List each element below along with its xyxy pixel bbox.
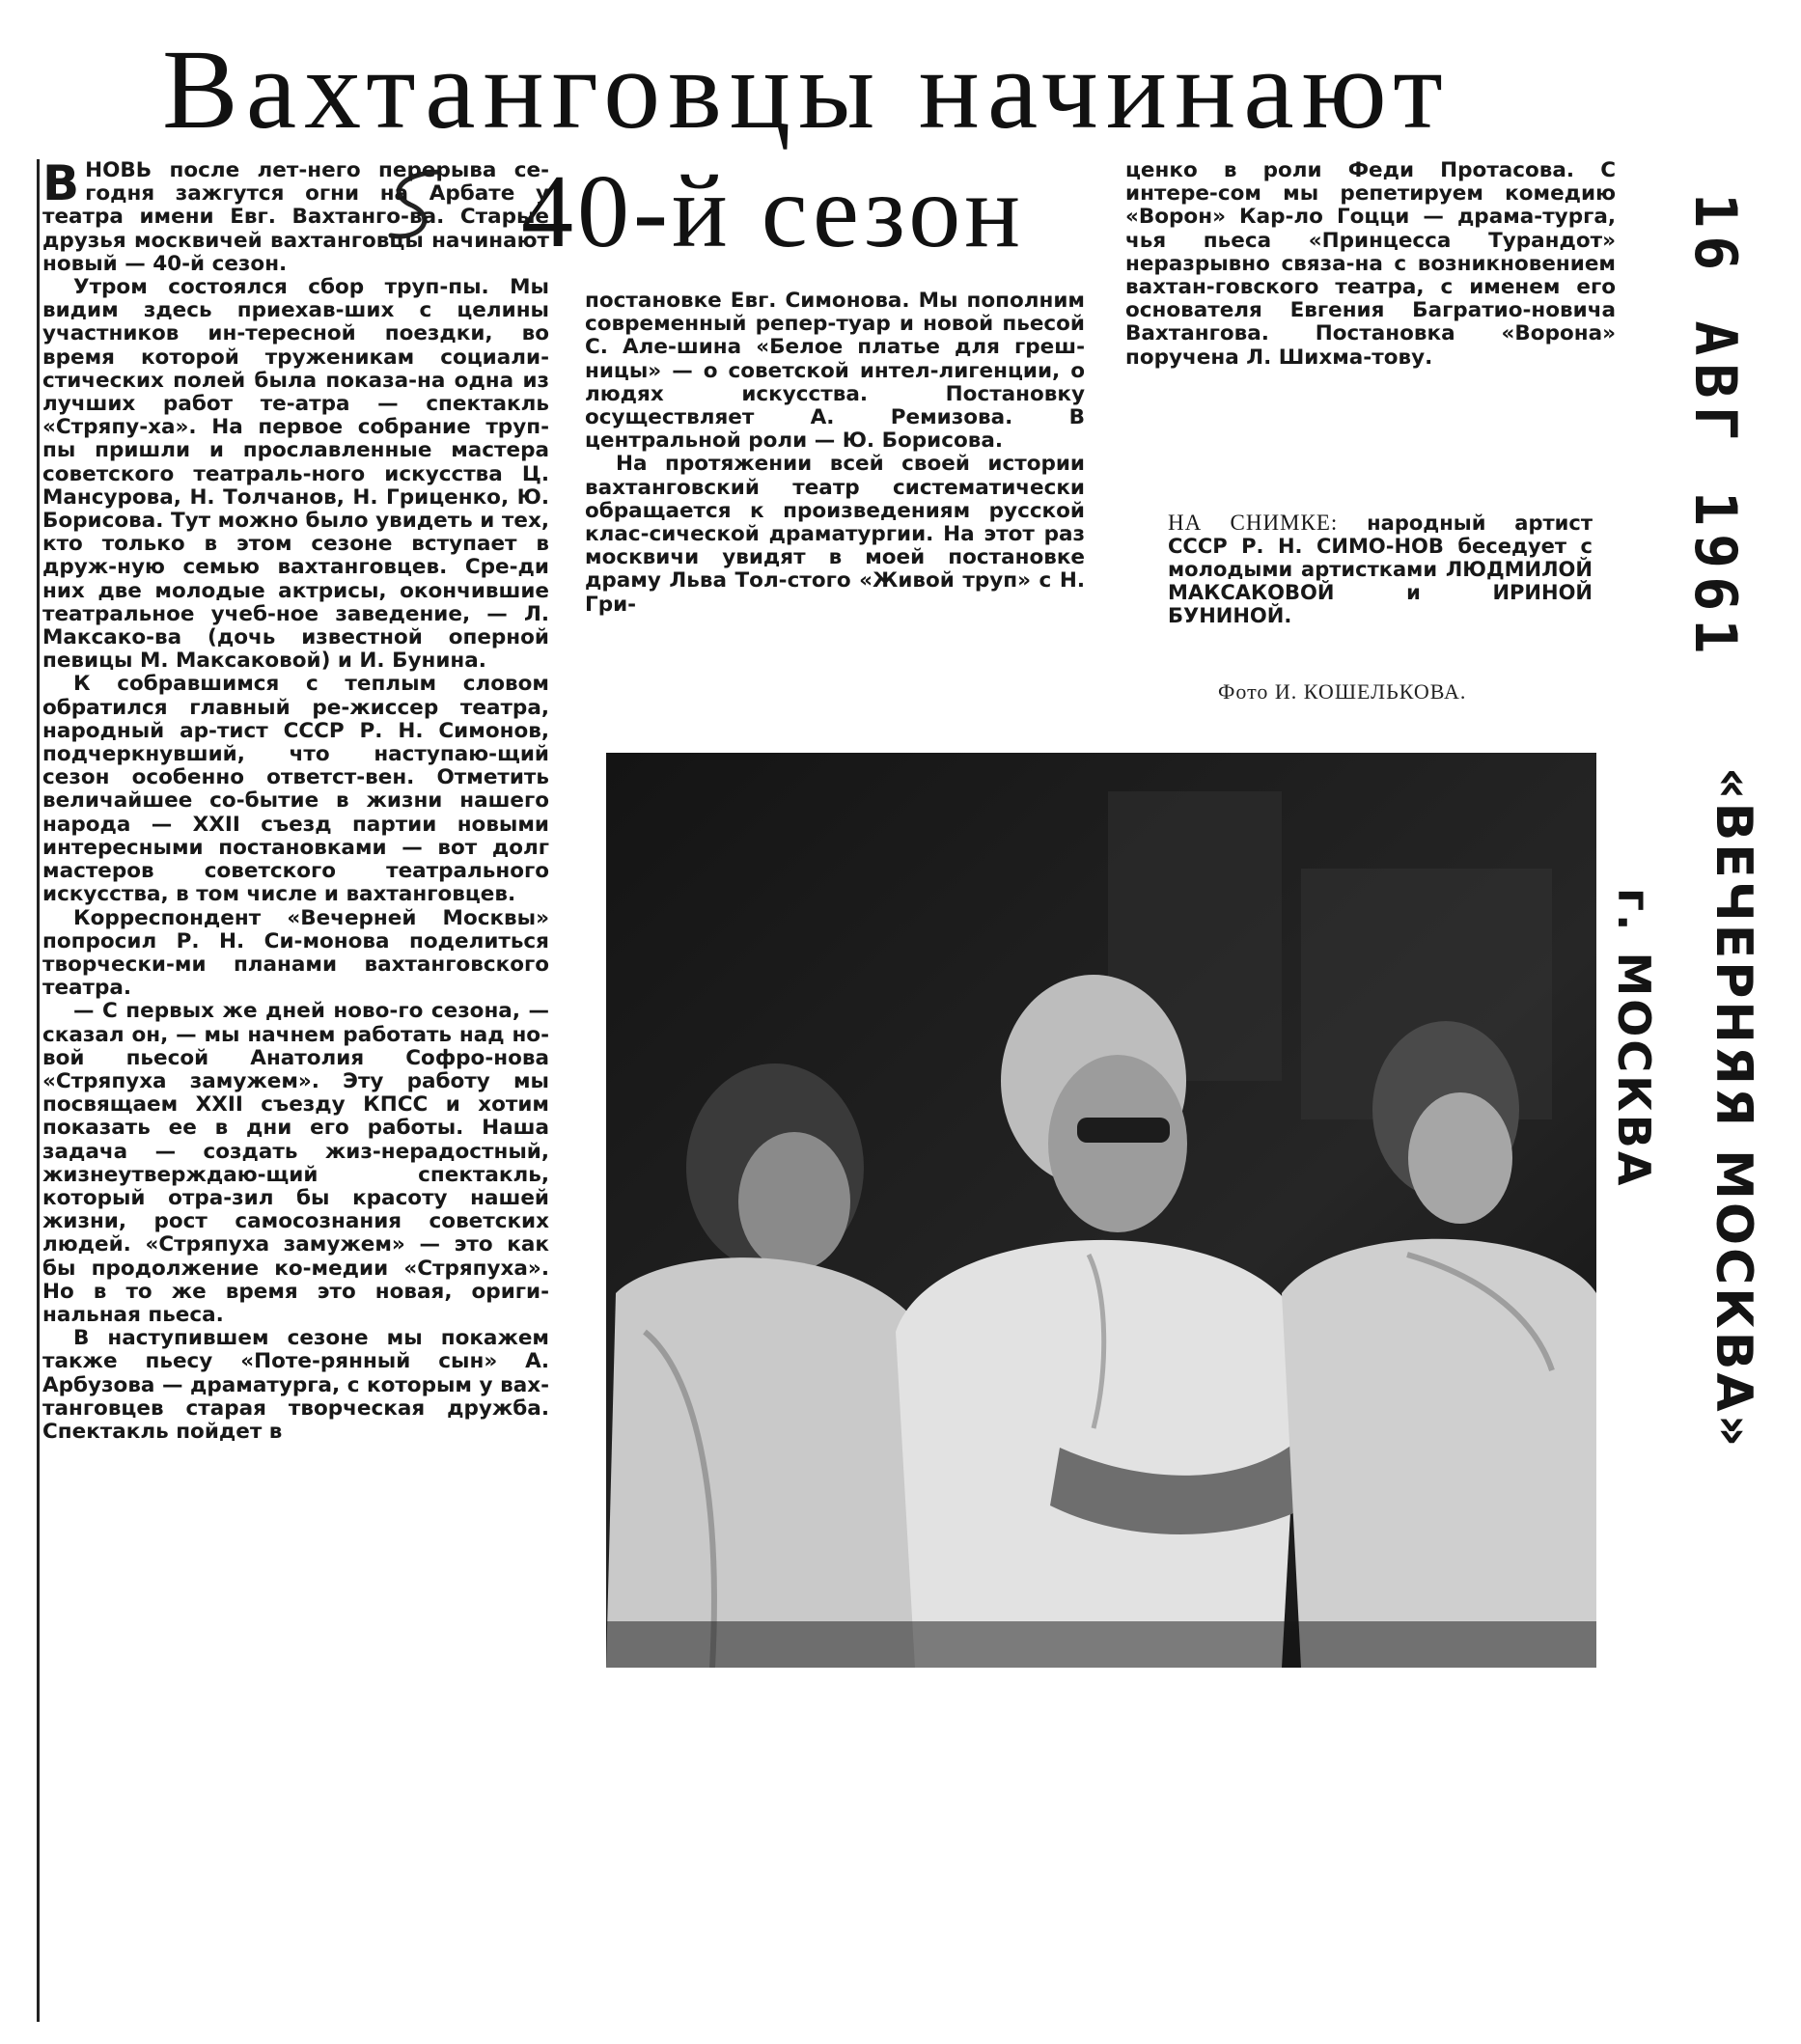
article-paragraph: ценко в роли Феди Протасова. С интере-сом мы репетируем комедию «Ворон» Кар-ло Гоцци — драма-турга, чья пьеса «Принцесса Турандот» неразрывно связа-на с возникновением вахтан-говского театра, с именем его основателя Евгения Багратио-новича Вахтангова. Постановка «Ворона» поручена Л. Шихма-тову.: [1125, 158, 1616, 370]
headline-line-2: 40-й сезон: [521, 154, 1025, 269]
article-column-2: [585, 290, 1085, 617]
headline-line-1: Вахтанговцы начинают: [162, 26, 1451, 152]
photo-illustration: [606, 753, 1596, 1668]
newspaper-name-stamp: «ВЕЧЕРНЯЯ МОСКВА»: [1704, 767, 1762, 1450]
article-paragraph-text: НОВЬ после лет-него перерыва се-годня зажгутся огни на Арбате у театра имени Евг. Вахтанго-ва. Старые друзья москвичей вахтанговцы начинают новый — 40-й сезон.: [42, 158, 549, 276]
article-paragraph: Корреспондент «Вечерней Москвы» попросил Р. Н. Си-монова поделиться творчески-ми планами вахтанговского театра.: [42, 905, 549, 1001]
photo-caption: [1168, 511, 1593, 627]
city-stamp: г. МОСКВА: [1608, 888, 1660, 1189]
caption-text: народный артист СССР Р. Н. СИМО-НОВ беседует с молодыми артистками ЛЮДМИЛОЙ МАКСАКОВОЙ и ИРИНОЙ БУНИНОЙ.: [1168, 511, 1593, 627]
article-column-3: [1125, 159, 1616, 370]
caption-lead: НА СНИМКЕ:: [1168, 511, 1339, 535]
article-paragraph: постановке Евг. Симонова. Мы пополним современный репер-туар и новой пьесой С. Але-шина «Белое платье для греш-ницы» — о советской интел-лигенции, о людях искусства. Постановку осуществляет А. Ремизова. В центральной роли — Ю. Борисова.: [585, 289, 1085, 454]
column-rule: [37, 159, 40, 2022]
article-paragraph: Утром состоялся сбор труп-пы. Мы видим здесь приехав-ших с целины участников ин-тересной поездки, во время которой труженикам социали-стических полей была показа-на одна из лучших работ те-атра — спектакль «Стряпу-ха». На первое собрание труп-пы пришли и прославленные мастера советского театраль-ного искусства Ц. Мансурова, Н. Толчанов, Н. Гриценко, Ю. Борисова. Тут можно было увидеть и тех, кто только в этом сезоне вступает в друж-ную семью вахтанговцев. Сре-ди них две молодые актрисы, окончившие театральное учеб-ное заведение, — Л. Максако-ва (дочь известной оперной певицы М. Максаковой) и И. Бунина.: [42, 275, 549, 674]
drop-cap: В: [42, 155, 80, 211]
article-paragraph: На протяжении всей своей истории вахтанговский театр систематически обращается к произведениям русской клас-сической драматургии. На этот раз москвичи увидят в моей постановке драму Льва Тол-стого «Живой труп» с Н. Гри-: [585, 452, 1085, 617]
article-paragraph: В наступившем сезоне мы покажем также пьесу «Поте-рянный сын» А. Арбузова — драматурга, с которым у вах-танговцев старая творческая дружба. Спектакль пойдет в: [42, 1326, 549, 1444]
photograph: [606, 753, 1596, 1668]
article-column-1: [42, 155, 549, 1444]
date-stamp: 16 АВГ 1961: [1681, 193, 1749, 662]
article-paragraph: К собравшимся с теплым словом обратился главный ре-жиссер театра, народный ар-тист СССР Р. Н. Симонов, подчеркнувший, что наступаю-щий сезон особенно ответст-вен. Отметить величайшее со-бытие в жизни нашего народа — XXII съезд партии новыми интересными постановками — вот долг мастеров советского театрального искусства, в том числе и вахтанговцев.: [42, 672, 549, 907]
article-paragraph: [42, 155, 549, 276]
article-paragraph: — С первых же дней ново-го сезона, — сказал он, — мы начнем работать над но-вой пьесой Анатолия Софро-нова «Стряпуха замужем». Эту работу мы посвящаем XXII съезду КПСС и хотим показать ее в дни его работы. Наша задача — создать жиз-нерадостный, жизнеутверждаю-щий спектакль, который отра-зил бы красоту нашей жизни, рост самосознания советских людей. «Стряпуха замужем» — это как бы продолжение ко-медии «Стряпуха». Но в то же время это новая, ориги-нальная пьеса.: [42, 999, 549, 1327]
photo-credit: Фото И. КОШЕЛЬКОВА.: [1218, 679, 1467, 704]
